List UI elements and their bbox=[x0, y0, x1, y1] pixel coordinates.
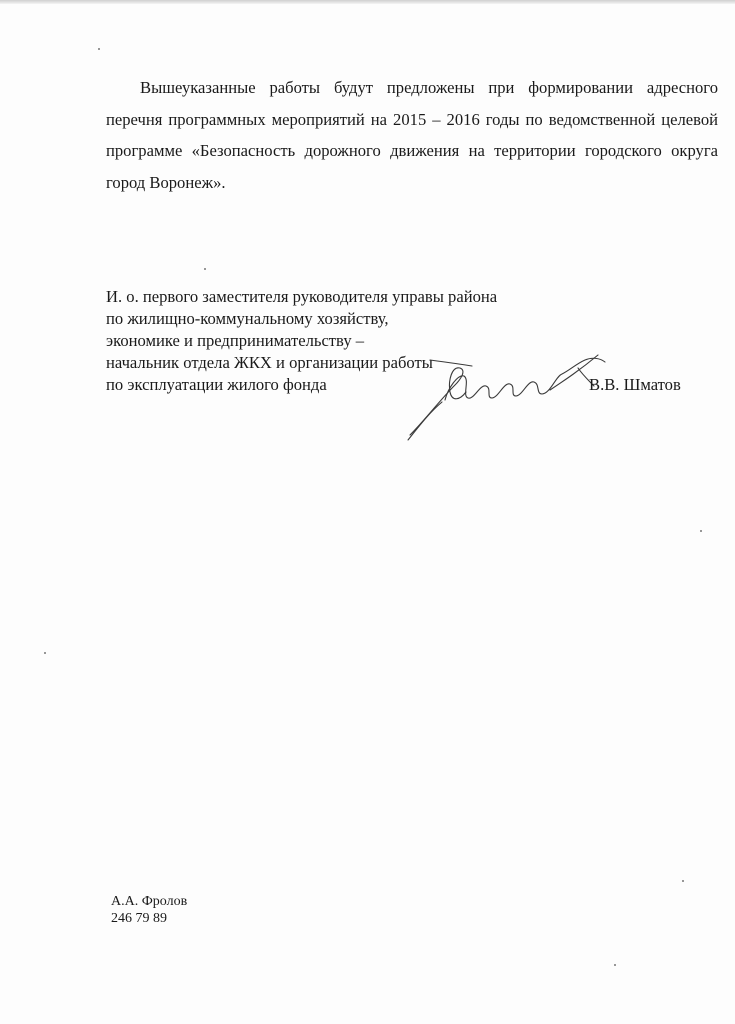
signer-name: В.В. Шматов bbox=[589, 375, 681, 394]
scan-speck bbox=[682, 880, 684, 882]
position-line-1: И. о. первого заместителя руководителя управы района bbox=[106, 287, 498, 306]
executor-phone: 246 79 89 bbox=[111, 911, 167, 926]
scan-speck bbox=[204, 268, 206, 270]
position-line-2: по жилищно-коммунальному хозяйству, bbox=[106, 309, 389, 328]
position-line-5: по эксплуатации жилого фонда bbox=[106, 375, 327, 394]
scan-speck bbox=[614, 964, 616, 966]
executor-footer bbox=[111, 893, 187, 927]
body-paragraph: Вышеуказанные работы будут предложены при формировании адресного перечня программных мероприятий на 2015 – 2016 годы по ведомственной целевой программе «Безопасность дорожного движения на территории городского округа город Воронеж». bbox=[106, 78, 718, 192]
scan-speck bbox=[700, 530, 702, 532]
scan-speck bbox=[98, 48, 100, 50]
scan-top-edge bbox=[0, 0, 735, 4]
position-line-3: экономике и предпринимательству – bbox=[106, 331, 365, 350]
executor-name: А.А. Фролов bbox=[111, 894, 188, 909]
scan-speck bbox=[44, 652, 46, 654]
position-line-4: начальник отдела ЖКХ и организации работы bbox=[106, 353, 433, 372]
